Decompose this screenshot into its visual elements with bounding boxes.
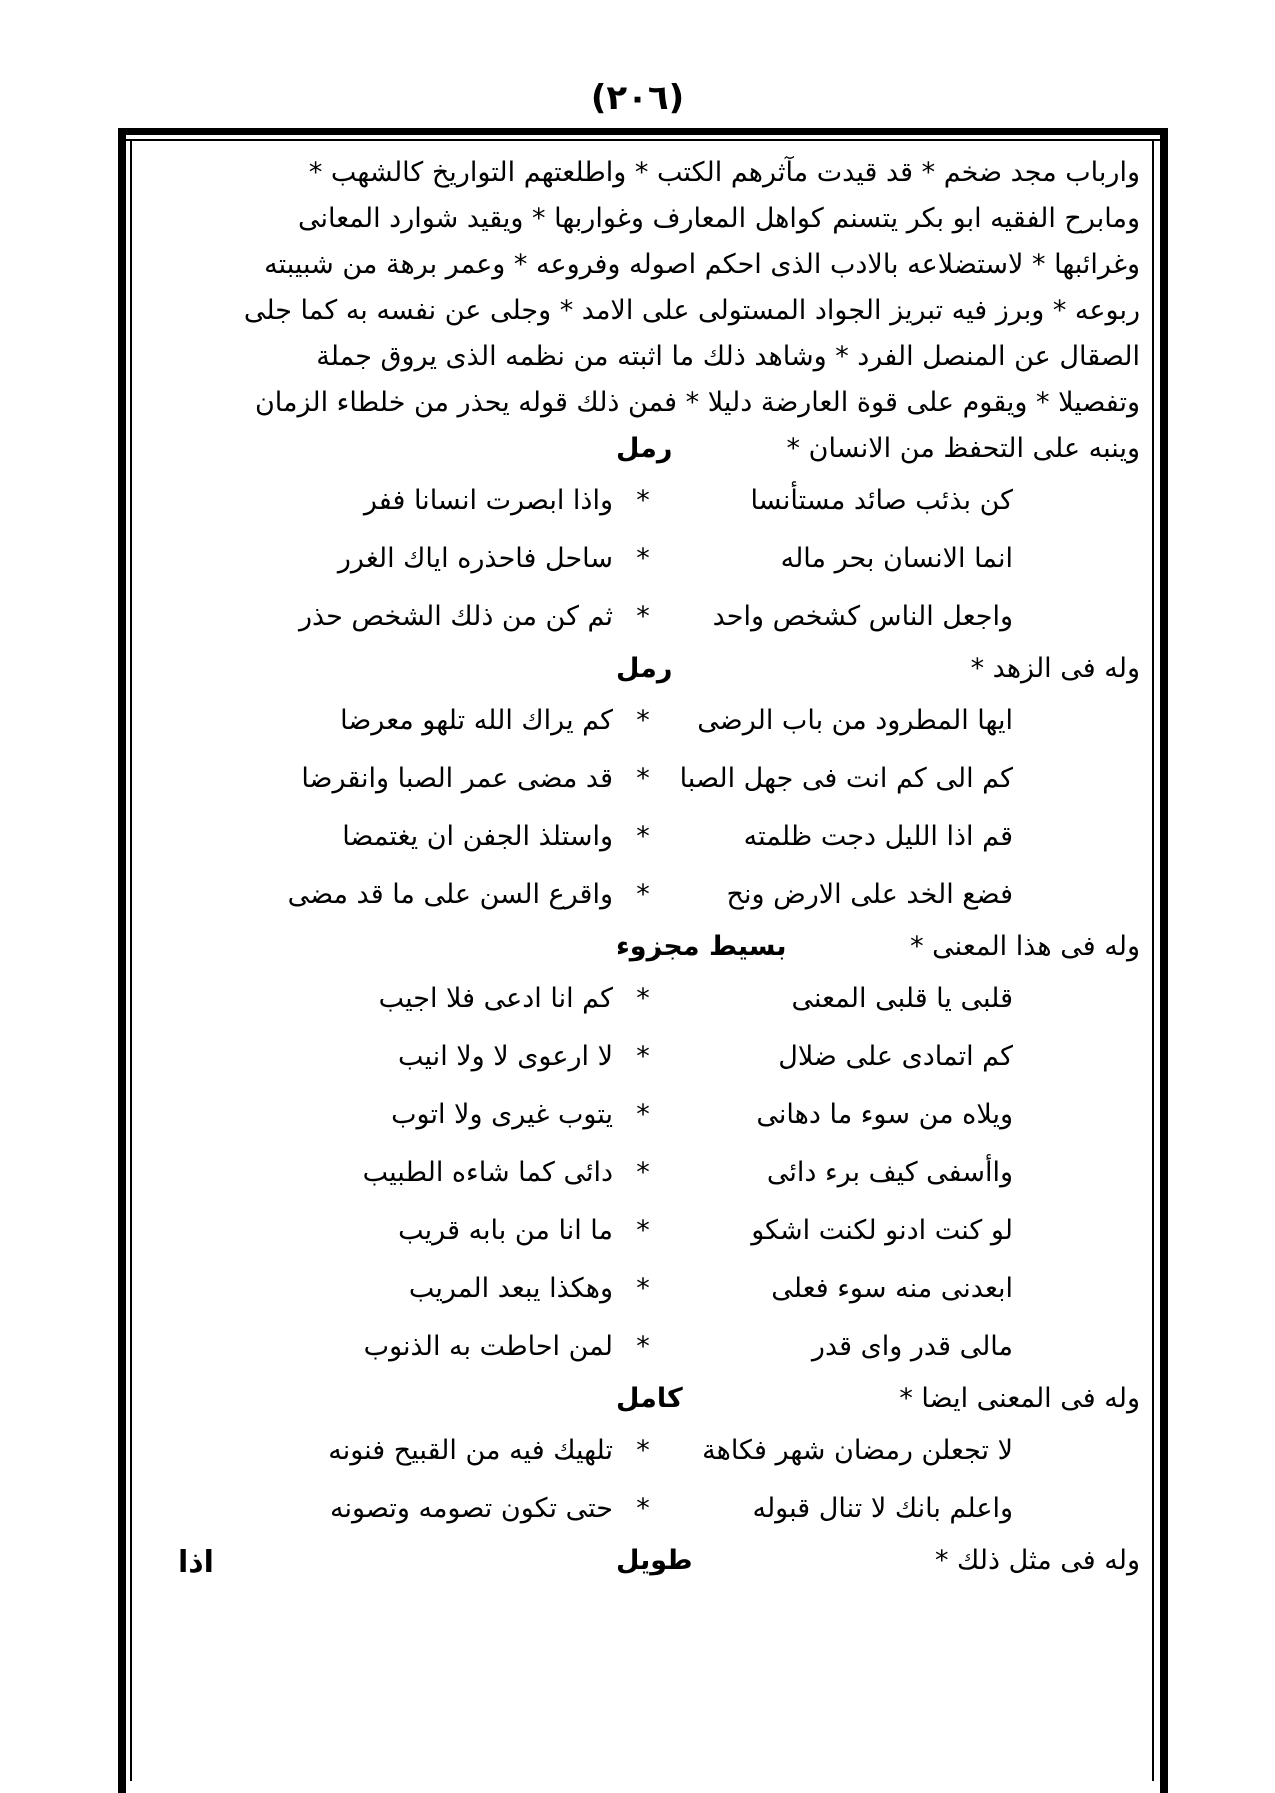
- verse: [138, 692, 1148, 750]
- verse-separator-star: *: [636, 601, 650, 632]
- frame-right-inner-border: [1152, 141, 1154, 1781]
- verse-first-hemistich: كن بذئب صائد مستأنسا: [750, 485, 1013, 516]
- poem-meter: رمل: [616, 433, 673, 464]
- poem-intro: [138, 1376, 1148, 1422]
- verse-first-hemistich: قم اذا الليل دجت ظلمته: [743, 821, 1013, 852]
- verse: [138, 472, 1148, 530]
- verse-separator-star: *: [636, 543, 650, 574]
- verse-second-hemistich: تلهيك فيه من القبيح فنونه: [328, 1435, 613, 1466]
- verse-first-hemistich: ويلاه من سوء ما دهانى: [756, 1099, 1013, 1130]
- verse: [138, 1086, 1148, 1144]
- verse-first-hemistich: كم الى كم انت فى جهل الصبا: [679, 763, 1013, 794]
- poem-intro: [138, 426, 1148, 472]
- poem-intro-text: وينبه على التحفظ من الانسان *: [786, 433, 1140, 464]
- verse-separator-star: *: [636, 1435, 650, 1466]
- verse-first-hemistich: لو كنت ادنو لكنت اشكو: [751, 1215, 1013, 1246]
- poem-meter: رمل: [616, 653, 673, 684]
- frame-left-inner-border: [130, 141, 132, 1781]
- poem-meter: كامل: [616, 1383, 683, 1414]
- verse-first-hemistich: فضع الخد على الارض ونح: [726, 879, 1013, 910]
- verse-first-hemistich: واأسفى كيف برء دائى: [766, 1157, 1013, 1188]
- prose-block: [138, 150, 1148, 426]
- prose-line: وتفصيلا * ويقوم على قوة العارضة دليلا * فمن ذلك قوله يحذر من خلطاء الزمان: [254, 387, 1140, 418]
- verse-separator-star: *: [636, 763, 650, 794]
- verse-first-hemistich: ايها المطرود من باب الرضى: [697, 705, 1013, 736]
- verse-second-hemistich: واستلذ الجفن ان يغتمضا: [342, 821, 613, 852]
- verse-separator-star: *: [636, 1157, 650, 1188]
- verse: [138, 530, 1148, 588]
- poem-meter: بسيط مجزوء: [616, 931, 787, 962]
- poem-intro-text: وله فى المعنى ايضا *: [899, 1383, 1140, 1414]
- verse-first-hemistich: مالى قدر واى قدر: [811, 1331, 1013, 1362]
- verse: [138, 1480, 1148, 1538]
- page-text: [138, 150, 1148, 1584]
- prose-line: الصقال عن المنصل الفرد * وشاهد ذلك ما اثبته من نظمه الذى يروق جملة: [316, 341, 1140, 372]
- catchword: اذا: [178, 1545, 214, 1580]
- poem-intro: [138, 1538, 1148, 1584]
- verse-second-hemistich: ساحل فاحذره اياك الغرر: [337, 543, 613, 574]
- verse-first-hemistich: واعلم بانك لا تنال قبوله: [752, 1493, 1013, 1524]
- verse-second-hemistich: لمن احاطت به الذنوب: [363, 1331, 613, 1362]
- verse: [138, 588, 1148, 646]
- poem-meter: طويل: [616, 1545, 693, 1576]
- verse-first-hemistich: انما الانسان بحر ماله: [780, 543, 1013, 574]
- verse-second-hemistich: لا ارعوى لا ولا انيب: [398, 1041, 613, 1072]
- verse-separator-star: *: [636, 879, 650, 910]
- verse-second-hemistich: يتوب غيرى ولا اتوب: [391, 1099, 613, 1130]
- verse-first-hemistich: لا تجعلن رمضان شهر فكاهة: [702, 1435, 1013, 1466]
- verse: [138, 750, 1148, 808]
- verse-second-hemistich: واقرع السن على ما قد مضى: [287, 879, 613, 910]
- verse-second-hemistich: ما انا من بابه قريب: [398, 1215, 613, 1246]
- verse-separator-star: *: [636, 1493, 650, 1524]
- prose-line: وارباب مجد ضخم * قد قيدت مآثرهم الكتب * واطلعتهم التواريخ كالشهب *: [308, 157, 1140, 188]
- verse-first-hemistich: قلبى يا قلبى المعنى: [791, 983, 1013, 1014]
- verse-first-hemistich: كم اتمادى على ضلال: [778, 1041, 1013, 1072]
- verse: [138, 1202, 1148, 1260]
- poem-intro-text: وله فى هذا المعنى *: [910, 931, 1140, 962]
- verse-first-hemistich: واجعل الناس كشخص واحد: [712, 601, 1013, 632]
- frame-right-border: [1160, 128, 1168, 1793]
- verse-separator-star: *: [636, 1331, 650, 1362]
- verse-first-hemistich: ابعدنى منه سوء فعلى: [771, 1273, 1013, 1304]
- verse-separator-star: *: [636, 1273, 650, 1304]
- verse: [138, 808, 1148, 866]
- verse: [138, 1260, 1148, 1318]
- verse-second-hemistich: واذا ابصرت انسانا ففر: [363, 485, 613, 516]
- verse: [138, 1422, 1148, 1480]
- verse-separator-star: *: [636, 1215, 650, 1246]
- verse-separator-star: *: [636, 983, 650, 1014]
- verse-second-hemistich: ثم كن من ذلك الشخص حذر: [298, 601, 613, 632]
- poem-intro-text: وله فى مثل ذلك *: [934, 1545, 1140, 1576]
- verse-second-hemistich: كم يراك الله تلهو معرضا: [340, 705, 613, 736]
- verse: [138, 1028, 1148, 1086]
- prose-line: ربوعه * وبرز فيه تبريز الجواد المستولى على الامد * وجلى عن نفسه به كما جلى: [243, 295, 1140, 326]
- verse: [138, 1144, 1148, 1202]
- verse-separator-star: *: [636, 705, 650, 736]
- frame-left-border: [118, 128, 126, 1793]
- verse-second-hemistich: وهكذا يبعد المريب: [408, 1273, 613, 1304]
- verse-separator-star: *: [636, 1041, 650, 1072]
- verse: [138, 866, 1148, 924]
- prose-line: وغرائبها * لاستضلاعه بالادب الذى احكم اصوله وفروعه * وعمر برهة من شبيبته: [264, 249, 1140, 280]
- verse: [138, 970, 1148, 1028]
- frame-top-border: [118, 128, 1168, 135]
- verse-separator-star: *: [636, 1099, 650, 1130]
- verse-second-hemistich: دائى كما شاءه الطبيب: [362, 1157, 613, 1188]
- verse-separator-star: *: [636, 821, 650, 852]
- poem-intro: [138, 924, 1148, 970]
- verse-separator-star: *: [636, 485, 650, 516]
- verse-second-hemistich: حتى تكون تصومه وتصونه: [329, 1493, 613, 1524]
- frame-top-inner-border: [118, 139, 1168, 141]
- poem-intro: [138, 646, 1148, 692]
- prose-line: ومابرح الفقيه ابو بكر يتسنم كواهل المعارف وغواربها * ويقيد شوارد المعانى: [297, 203, 1140, 234]
- poem-intro-text: وله فى الزهد *: [970, 653, 1140, 684]
- verse-second-hemistich: قد مضى عمر الصبا وانقرضا: [301, 763, 613, 794]
- verse-second-hemistich: كم انا ادعى فلا اجيب: [378, 983, 613, 1014]
- verse: [138, 1318, 1148, 1376]
- page-number: (٢٠٦): [590, 78, 685, 118]
